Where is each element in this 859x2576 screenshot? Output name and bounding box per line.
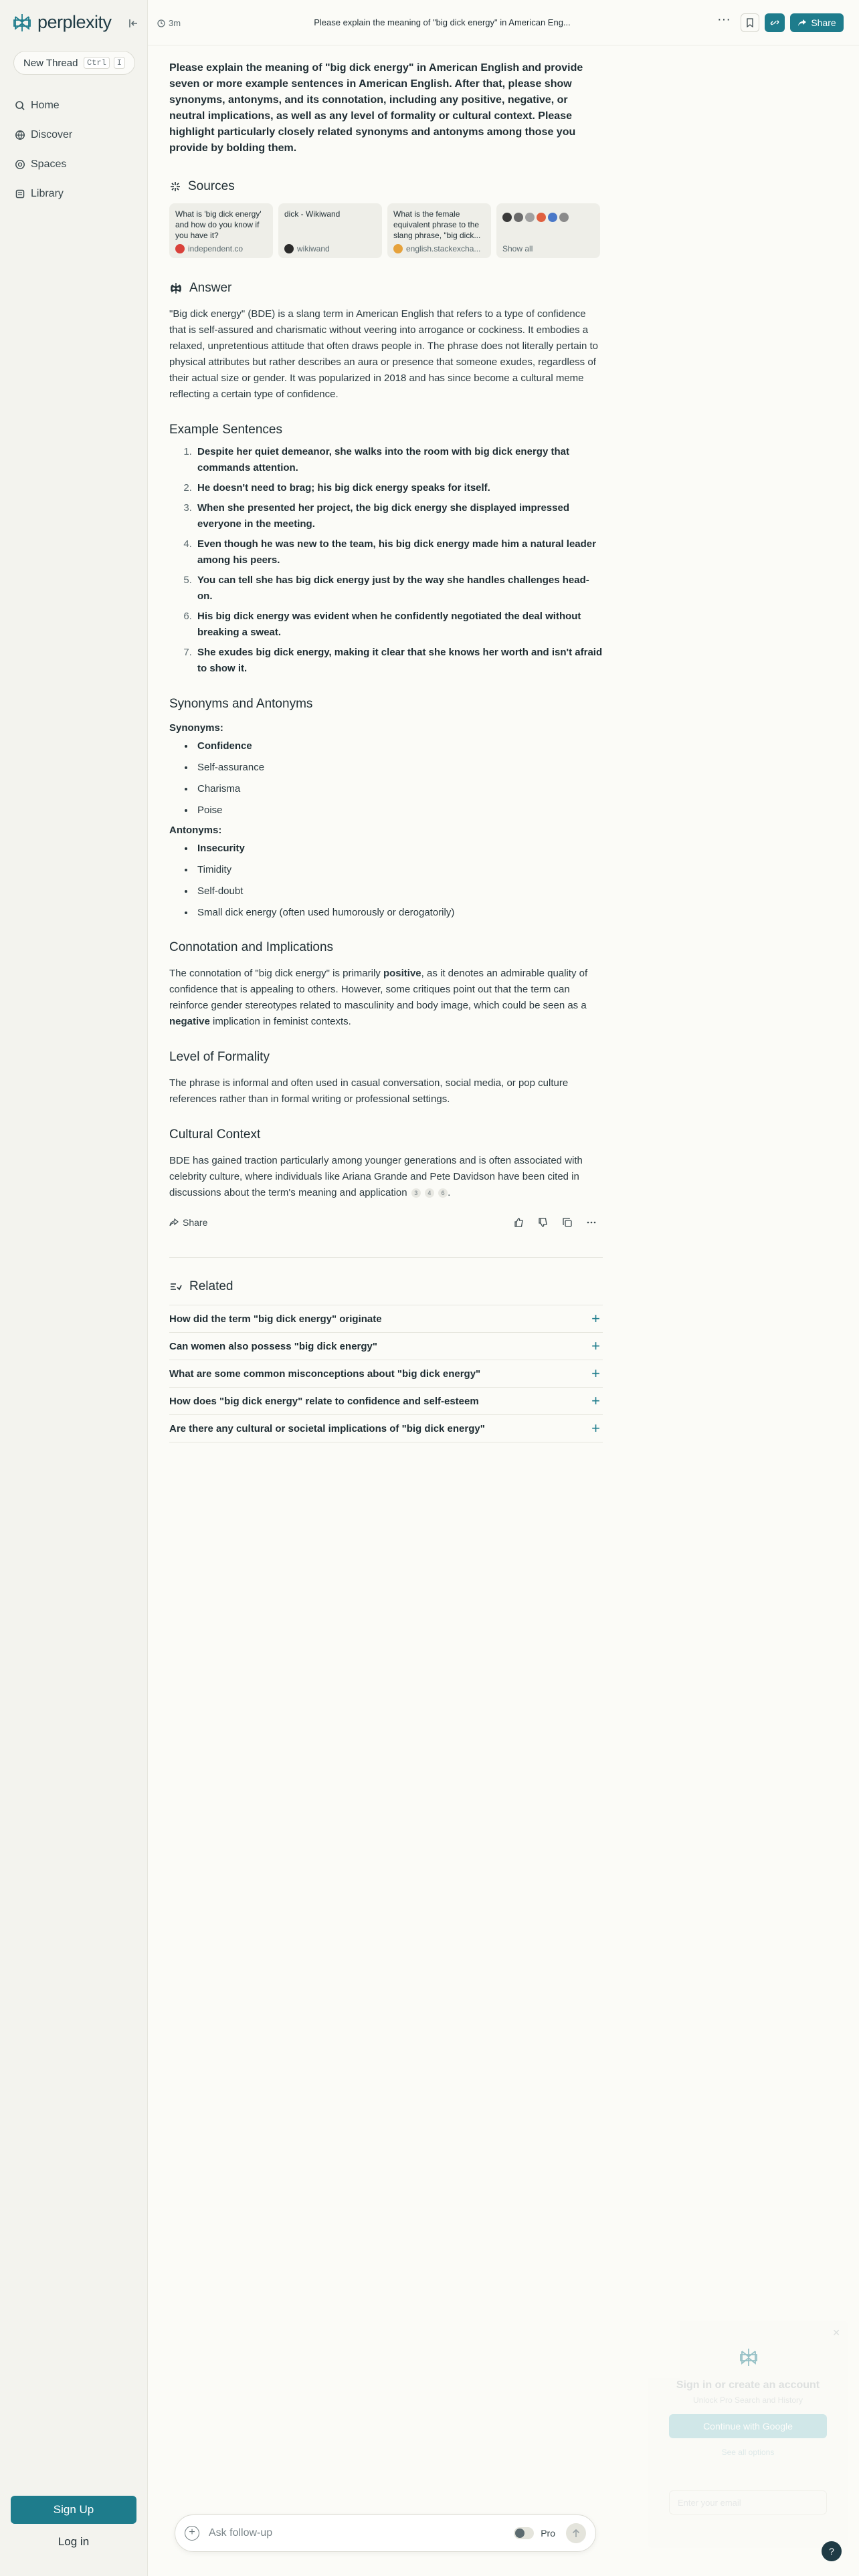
thread-age [157, 18, 181, 28]
answer-intro: "Big dick energy" (BDE) is a slang term in American English that refers to a type of confidence that is self-assured and charismatic without veering into arrogance or cockiness. It embodies a relaxed, unpretentious attitude that often draws people in. The phrase does not literally pertain to physical attributes but rather describes an aura or presence that someone exudes, regardless of their actual size or gender. It was popularized in 2018 and has since become a cultural meme reflecting a certain type of confidence. [169, 308, 598, 400]
divider [169, 1257, 603, 1258]
list-item: • Self-assurance [195, 760, 603, 775]
log-in-button[interactable]: Log in [58, 2535, 90, 2548]
new-thread-shortcut [84, 57, 125, 69]
plus-icon: + [591, 1392, 600, 1409]
sign-in-popup [648, 2321, 848, 2548]
thread-title: Please explain the meaning of "big dick energy" in American Eng... [314, 17, 571, 27]
list-item: 4. Even though he was new to the team, his big dick energy made him a natural leader among his peers. [195, 536, 603, 568]
antonyms-label: Antonyms: [169, 825, 222, 836]
copy-link-button[interactable] [765, 13, 785, 32]
list-item: • Poise [195, 803, 603, 818]
link-icon [769, 18, 780, 27]
formality-heading: Level of Formality [169, 1050, 270, 1064]
perplexity-logo-icon [12, 13, 32, 33]
related-question[interactable] [169, 1360, 603, 1388]
answer-icon [169, 282, 183, 295]
list-item: • Small dick energy (often used humorously or derogatorily) [195, 905, 603, 920]
answer-heading [169, 281, 603, 296]
plus-icon: + [591, 1337, 600, 1354]
source-host-label: wikiwand [297, 244, 330, 253]
favicon-icon [525, 213, 535, 222]
sidebar-item-label: Spaces [31, 158, 67, 170]
shortcut-key: Ctrl [84, 57, 110, 69]
related-question-label: How does "big dick energy" relate to confidence and self-esteem [169, 1395, 479, 1407]
examples-list [169, 444, 603, 677]
popup-subtitle: Unlock Pro Search and History [692, 2395, 803, 2405]
main-panel [147, 0, 859, 2576]
user-question: Please explain the meaning of "big dick energy" in American English and provide seven or more example sentences in American English. After that, please show synonyms, antonyms, and its connotation, including any positive, negative, or neutral implications, as well as any level of formality or cultural context. Please highlight particularly closely related synonyms and antonyms among those you provide by bolding them. [169, 62, 583, 154]
favicon-icon [393, 244, 403, 253]
source-host [393, 244, 480, 253]
feedback-actions [513, 1216, 597, 1228]
follow-up-bar [175, 2514, 596, 2552]
library-icon [15, 189, 25, 199]
answer-actions [169, 1214, 603, 1230]
help-button[interactable]: ? [822, 2541, 842, 2561]
source-title: dick - Wikiwand [284, 209, 341, 219]
favicon-icon [559, 213, 569, 222]
thread-header [148, 0, 859, 45]
plus-icon: + [591, 1420, 600, 1436]
sidebar-nav [15, 91, 72, 209]
clock-icon [157, 19, 165, 27]
source-host [284, 244, 330, 253]
sidebar-item-label: Discover [31, 129, 73, 140]
syn-ant-heading: Synonyms and Antonyms [169, 697, 313, 711]
text-run: , as it denotes an admirable quality of confidence that is appealing to others. However, some critiques point out that the term can reinforce gender stereotypes related to masculinity and body image, which could be seen as a [169, 968, 588, 1011]
list-item: • Timidity [195, 863, 603, 877]
text-run: BDE has gained traction particularly among younger generations and is often associated with celebrity culture, where individuals like Ariana Grande and Pete Davidson have been cited in discussions about the term's meaning and application [169, 1155, 583, 1198]
bookmark-icon [746, 18, 754, 27]
source-host-label: independent.co [188, 244, 244, 253]
brand-name: perplexity [37, 12, 112, 32]
related-question[interactable] [169, 1305, 603, 1333]
sources-heading-label: Sources [188, 179, 235, 193]
thread-age-label: 3m [169, 18, 181, 28]
thread-content [169, 60, 603, 1442]
connotation-text [169, 966, 603, 1030]
arrow-up-icon [572, 2529, 580, 2538]
related-list [169, 1305, 603, 1442]
examples-heading: Example Sentences [169, 423, 282, 437]
favicon-icon [175, 244, 185, 253]
text-run: The connotation of "big dick energy" is primarily [169, 968, 383, 979]
source-card[interactable] [387, 203, 491, 258]
source-host-label: english.stackexcha... [406, 244, 481, 253]
thumbs-down-icon[interactable] [537, 1216, 549, 1228]
text-run-bold: positive [383, 968, 421, 979]
share-label: Share [811, 17, 836, 28]
related-question[interactable] [169, 1415, 603, 1442]
share-icon [169, 1218, 179, 1226]
source-favicons [502, 213, 594, 222]
related-icon [169, 1281, 183, 1292]
list-item: • Self-doubt [195, 884, 603, 899]
bookmark-button[interactable] [741, 13, 759, 32]
answer-heading-label: Answer [189, 281, 232, 295]
follow-up-input[interactable]: Ask follow-up [209, 2527, 273, 2539]
plus-icon: + [591, 1365, 600, 1382]
antonyms-list [169, 841, 603, 920]
favicon-icon [514, 213, 523, 222]
send-button[interactable] [566, 2523, 586, 2543]
related-question-label: What are some common misconceptions about "big dick energy" [169, 1368, 481, 1380]
sign-up-button[interactable]: Sign Up [11, 2496, 136, 2524]
source-card[interactable] [278, 203, 382, 258]
share-icon [797, 19, 807, 27]
see-all-options-link[interactable]: See all options [721, 2448, 775, 2457]
show-all-sources-card[interactable] [496, 203, 600, 258]
globe-icon [15, 130, 25, 140]
source-title: What is 'big dick energy' and how do you know if you have it? [175, 209, 262, 240]
related-question-label: How did the term "big dick energy" originate [169, 1313, 382, 1325]
new-thread-label: New Thread [23, 57, 78, 69]
source-host [175, 244, 243, 253]
list-item: 5. You can tell she has big dick energy just by the way she handles challenges head-on. [195, 572, 603, 605]
shortcut-key: I [114, 57, 125, 69]
list-item: 3. When she presented her project, the big dick energy she displayed impressed everyone in the meeting. [195, 500, 603, 532]
cultural-heading: Cultural Context [169, 1128, 261, 1142]
related-question-label: Are there any cultural or societal implications of "big dick energy" [169, 1422, 485, 1434]
share-answer-label: Share [183, 1217, 208, 1228]
sidebar [0, 0, 147, 2576]
more-options-icon[interactable] [585, 1216, 597, 1228]
sources-list [169, 203, 603, 258]
sidebar-item-discover[interactable] [15, 120, 72, 150]
thumbs-up-icon[interactable] [513, 1216, 525, 1228]
search-icon [15, 100, 25, 111]
continue-with-google-button[interactable]: Continue with Google [669, 2414, 827, 2438]
sidebar-item-spaces[interactable] [15, 150, 72, 179]
new-thread-button[interactable] [13, 51, 135, 75]
logo[interactable] [12, 12, 112, 33]
source-title: What is the female equivalent phrase to the slang phrase, "big dick... [393, 209, 481, 240]
share-answer-button[interactable] [169, 1217, 207, 1228]
close-icon[interactable]: ✕ [832, 2327, 840, 2338]
synonyms-label: Synonyms: [169, 722, 223, 734]
sidebar-item-label: Library [31, 188, 64, 199]
list-item: • Charisma [195, 782, 603, 796]
perplexity-logo-icon [739, 2347, 759, 2367]
connotation-heading: Connotation and Implications [169, 940, 334, 954]
favicon-icon [548, 213, 557, 222]
attach-icon[interactable]: + [185, 2526, 199, 2541]
citation-badge[interactable]: 6 [438, 1188, 448, 1198]
source-card[interactable] [169, 203, 273, 258]
list-item: 7. She exudes big dick energy, making it clear that she knows her worth and isn't afraid to show it. [195, 645, 603, 677]
spaces-icon [15, 159, 25, 170]
sources-icon [169, 181, 181, 193]
formality-text: The phrase is informal and often used in casual conversation, social media, or pop culture references rather than in formal writing or professional settings. [169, 1077, 569, 1105]
list-item: 2. He doesn't need to brag; his big dick energy speaks for itself. [195, 480, 603, 496]
favicon-icon [284, 244, 294, 253]
cultural-text: BDE has gained traction particularly among younger generations and is often associated with celebrity culture, where individuals like Ariana Grande and Pete Davidson have been cited in discussions about the term's meaning and application 3 4 6 . [169, 1155, 583, 1198]
share-button[interactable] [790, 13, 844, 32]
favicon-icon [502, 213, 512, 222]
text-run-bold: negative [169, 1016, 210, 1027]
related-heading-label: Related [189, 1279, 233, 1293]
pro-label: Pro [541, 2528, 555, 2539]
related-question[interactable] [169, 1388, 603, 1415]
show-all-label: Show all [502, 244, 533, 253]
list-item: 1. Despite her quiet demeanor, she walks into the room with big dick energy that commands attention. [195, 444, 603, 476]
related-question-label: Can women also possess "big dick energy" [169, 1340, 377, 1352]
citation-badge[interactable]: 4 [425, 1188, 434, 1198]
related-question[interactable] [169, 1333, 603, 1360]
sources-heading [169, 179, 603, 194]
email-field[interactable]: Enter your email [669, 2490, 827, 2514]
synonyms-list [169, 739, 603, 818]
sidebar-item-home[interactable] [15, 91, 72, 120]
sidebar-item-library[interactable] [15, 179, 72, 209]
more-options-icon[interactable]: ··· [717, 12, 731, 27]
favicon-icon [537, 213, 546, 222]
related-heading [169, 1279, 603, 1294]
citation-badge[interactable]: 3 [411, 1188, 421, 1198]
collapse-sidebar-icon[interactable] [127, 17, 139, 29]
list-item: 6. His big dick energy was evident when he confidently negotiated the deal without breaking a sweat. [195, 609, 603, 641]
pro-toggle[interactable] [514, 2527, 534, 2539]
list-item: • Confidence [195, 739, 603, 754]
popup-title: Sign in or create an account [676, 2379, 820, 2391]
copy-icon[interactable] [561, 1216, 573, 1228]
text-run: implication in feminist contexts. [209, 1016, 351, 1027]
plus-icon: + [591, 1310, 600, 1327]
list-item: • Insecurity [195, 841, 603, 856]
sidebar-item-label: Home [31, 100, 60, 111]
